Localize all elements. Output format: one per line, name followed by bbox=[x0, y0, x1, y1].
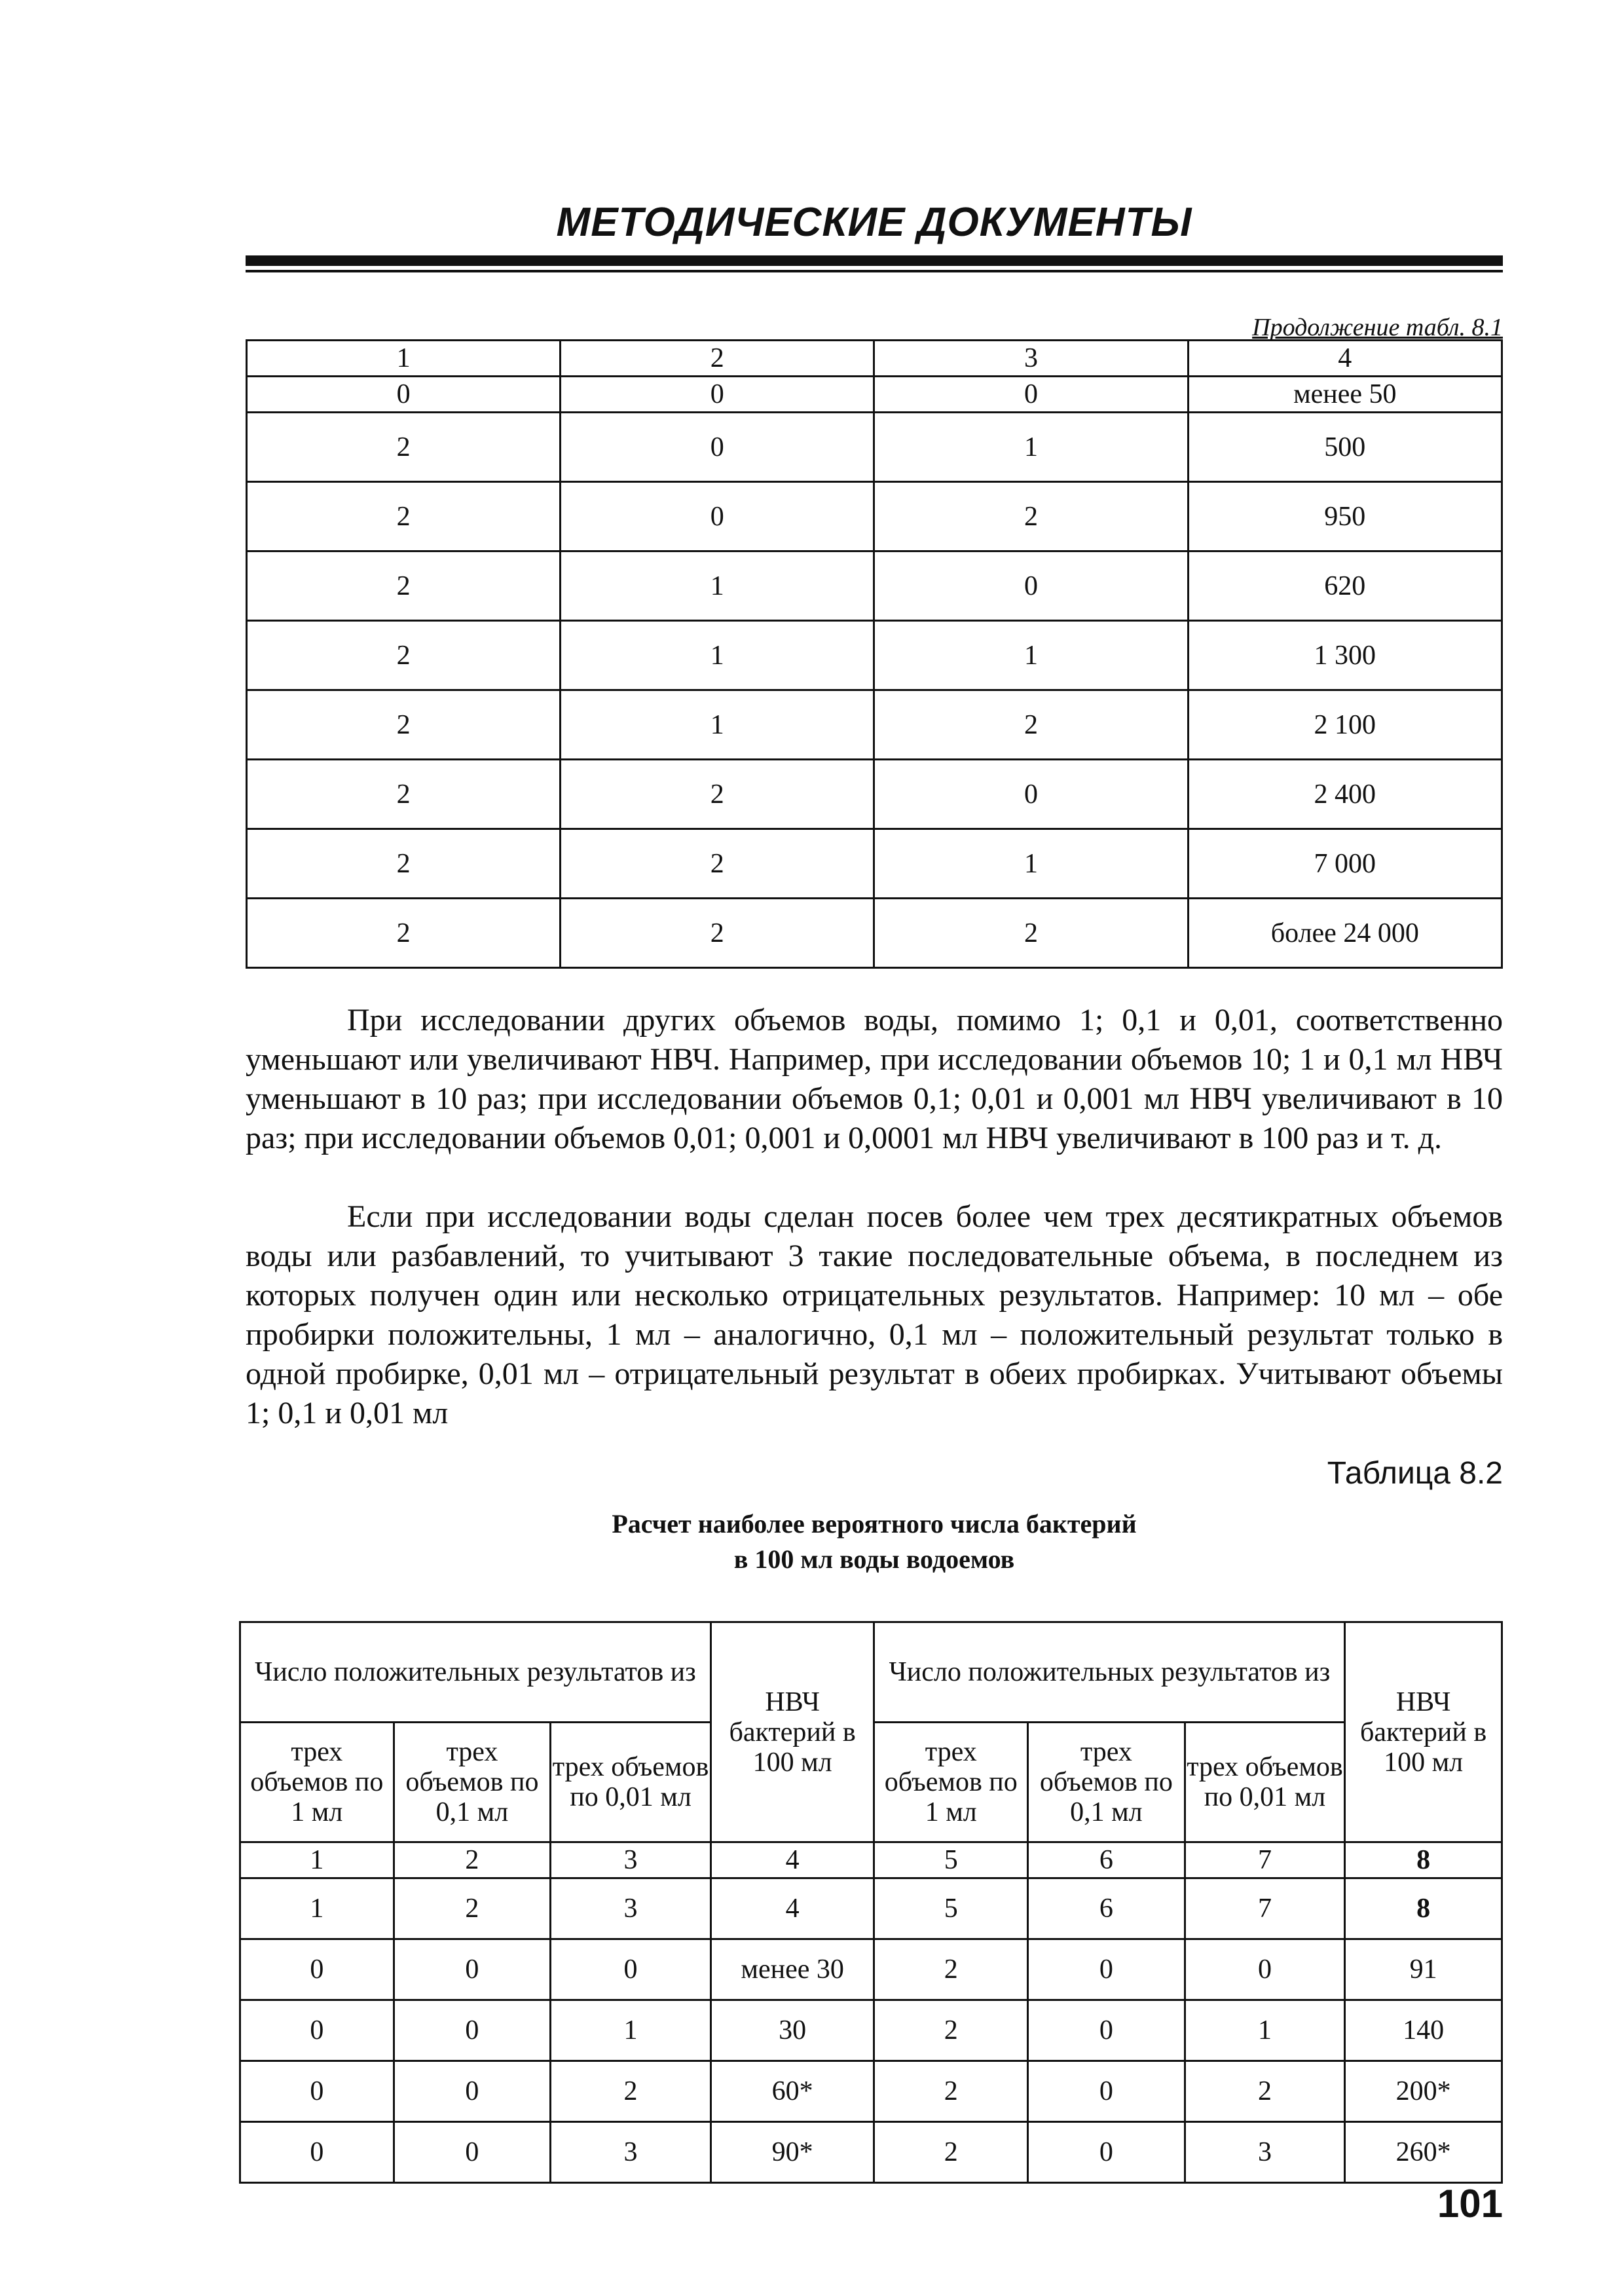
table-cell: 4 bbox=[710, 1878, 874, 1939]
group-header: Число положительных результатов из bbox=[240, 1622, 711, 1723]
table-cell: 3 bbox=[551, 1842, 711, 1878]
table-cell: 2 bbox=[874, 2122, 1028, 2183]
table-cell: 2 bbox=[394, 1878, 551, 1939]
table-cell: 0 bbox=[1028, 1939, 1185, 2000]
table-cell: 140 bbox=[1345, 2000, 1502, 2061]
table-cell: 1 bbox=[561, 551, 874, 621]
table-row bbox=[247, 377, 1502, 413]
table-cell: 8 bbox=[1345, 1842, 1502, 1878]
table-8-2 bbox=[239, 1621, 1503, 2184]
table-cell: 0 bbox=[1185, 1939, 1345, 2000]
sub-header: трех объемов по 0,1 мл bbox=[1028, 1723, 1185, 1842]
nvch-header bbox=[1345, 1622, 1502, 1842]
table-cell: 1 bbox=[1185, 2000, 1345, 2061]
table-cell: 90* bbox=[710, 2122, 874, 2183]
table-cell: 2 100 bbox=[1188, 690, 1502, 760]
nvch-header-sub: бактерий в 100 мл bbox=[729, 1717, 856, 1778]
table-row bbox=[247, 760, 1502, 829]
page-number: 101 bbox=[1437, 2182, 1503, 2226]
table-cell: 2 bbox=[551, 2061, 711, 2122]
table-cell: 5 bbox=[874, 1842, 1028, 1878]
table-cell: менее 30 bbox=[710, 1939, 874, 2000]
table-cell: 1 bbox=[874, 621, 1188, 690]
nvch-header-title: НВЧ bbox=[765, 1687, 820, 1717]
table-cell: 1 300 bbox=[1188, 621, 1502, 690]
table-cell: 2 bbox=[874, 690, 1188, 760]
nvch-header-sub: бактерий в 100 мл bbox=[1360, 1717, 1487, 1778]
table-cell: 0 bbox=[561, 413, 874, 482]
table-cell: 2 bbox=[247, 621, 561, 690]
header-rule-thin bbox=[246, 270, 1503, 272]
nvch-header bbox=[710, 1622, 874, 1842]
table-cell: 3 bbox=[551, 1878, 711, 1939]
table-cell: 7 000 bbox=[1188, 829, 1502, 899]
table-title-line: в 100 мл воды водоемов bbox=[733, 1544, 1015, 1574]
table-cell: 2 bbox=[561, 829, 874, 899]
table-cell: 620 bbox=[1188, 551, 1502, 621]
table-row bbox=[247, 690, 1502, 760]
table-cell: 1 bbox=[551, 2000, 711, 2061]
table-cell: 2 bbox=[561, 760, 874, 829]
table-cell: 0 bbox=[240, 2000, 394, 2061]
table-cell: 2 bbox=[247, 829, 561, 899]
sub-header: трех объемов по 1 мл bbox=[874, 1723, 1028, 1842]
header-rule-thick bbox=[246, 255, 1503, 266]
table-cell: 1 bbox=[874, 829, 1188, 899]
table-cell: 1 bbox=[874, 413, 1188, 482]
table-cell: 4 bbox=[710, 1842, 874, 1878]
table-cell: 2 bbox=[1185, 2061, 1345, 2122]
table-label: Таблица 8.2 bbox=[1327, 1456, 1503, 1491]
table-cell: 7 bbox=[1185, 1842, 1345, 1878]
table-row bbox=[240, 2000, 1502, 2061]
table-cell: 1 bbox=[561, 621, 874, 690]
table-cell: 0 bbox=[394, 1939, 551, 2000]
table-cell: 6 bbox=[1028, 1878, 1185, 1939]
section-title: МЕТОДИЧЕСКИЕ ДОКУМЕНТЫ bbox=[556, 200, 1192, 245]
table-cell: 0 bbox=[240, 1939, 394, 2000]
table-cell: 0 bbox=[551, 1939, 711, 2000]
table-row bbox=[247, 621, 1502, 690]
table-title-line: Расчет наиболее вероятного числа бактерий bbox=[612, 1509, 1137, 1539]
table-cell: 0 bbox=[247, 377, 561, 413]
table-row bbox=[247, 551, 1502, 621]
table-row bbox=[240, 1878, 1502, 1939]
table-cell: менее 50 bbox=[1188, 377, 1502, 413]
table-cell: 2 bbox=[561, 341, 874, 377]
body-paragraph: При исследовании других объемов воды, помимо 1; 0,1 и 0,01, соответственно уменьшают или увеличивают НВЧ. Например, при исследовании объемов 10; 1 и 0,1 мл НВЧ уменьшают в 10 раз; при исследовании объемов 0,1; 0,01 и 0,001 мл НВЧ увеличивают в 10 раз; при исследовании объемов 0,01; 0,001 и 0,0001 мл НВЧ увеличивают в 100 раз и т. д. bbox=[246, 1003, 1503, 1155]
table-cell: 1 bbox=[240, 1878, 394, 1939]
table-cell: 0 bbox=[1028, 2061, 1185, 2122]
table-cell: 0 bbox=[1028, 2000, 1185, 2061]
table-row bbox=[247, 482, 1502, 551]
table-cell: 3 bbox=[874, 341, 1188, 377]
table-cell: 2 bbox=[874, 1939, 1028, 2000]
table-cell: 2 bbox=[247, 551, 561, 621]
table-cell: 60* bbox=[710, 2061, 874, 2122]
table-cell: 2 bbox=[874, 2061, 1028, 2122]
table-cell: 2 bbox=[247, 899, 561, 968]
table-cell: 200* bbox=[1345, 2061, 1502, 2122]
table-cell: 1 bbox=[561, 690, 874, 760]
table-row bbox=[240, 2061, 1502, 2122]
sub-header: трех объемов по 0,01 мл bbox=[551, 1723, 711, 1842]
table-row bbox=[240, 1939, 1502, 2000]
table-cell: 1 bbox=[240, 1842, 394, 1878]
table-cell: 2 bbox=[247, 482, 561, 551]
sub-header: трех объемов по 1 мл bbox=[240, 1723, 394, 1842]
table-cell: 0 bbox=[240, 2122, 394, 2183]
table-cell: 3 bbox=[551, 2122, 711, 2183]
table-cell: 260* bbox=[1345, 2122, 1502, 2183]
table-cell: 0 bbox=[394, 2122, 551, 2183]
sub-header: трех объемов по 0,1 мл bbox=[394, 1723, 551, 1842]
table-cell: 2 bbox=[394, 1842, 551, 1878]
table-title bbox=[246, 1506, 1503, 1577]
table-cell: более 24 000 bbox=[1188, 899, 1502, 968]
table-row bbox=[240, 2122, 1502, 2183]
table-cell: 0 bbox=[394, 2000, 551, 2061]
table-cell: 2 bbox=[561, 899, 874, 968]
table-cell: 2 bbox=[247, 413, 561, 482]
nvch-header-title: НВЧ bbox=[1395, 1687, 1451, 1717]
table-row bbox=[247, 829, 1502, 899]
table-cell: 0 bbox=[874, 377, 1188, 413]
table-cell: 1 bbox=[247, 341, 561, 377]
column-number-row bbox=[240, 1842, 1502, 1878]
group-header: Число положительных результатов из bbox=[874, 1622, 1345, 1723]
table-cell: 500 bbox=[1188, 413, 1502, 482]
table-cell: 30 bbox=[710, 2000, 874, 2061]
table-cell: 0 bbox=[874, 551, 1188, 621]
table-cell: 7 bbox=[1185, 1878, 1345, 1939]
table-cell: 2 bbox=[874, 2000, 1028, 2061]
table-cell: 4 bbox=[1188, 341, 1502, 377]
table-cell: 0 bbox=[874, 760, 1188, 829]
table-cell: 2 bbox=[874, 899, 1188, 968]
table-cell: 5 bbox=[874, 1878, 1028, 1939]
table-cell: 3 bbox=[1185, 2122, 1345, 2183]
table-cell: 2 bbox=[874, 482, 1188, 551]
table-cell: 0 bbox=[561, 377, 874, 413]
table-cell: 8 bbox=[1345, 1878, 1502, 1939]
column-number-row bbox=[247, 341, 1502, 377]
table-row bbox=[247, 899, 1502, 968]
table-8-1-continuation bbox=[246, 339, 1503, 969]
table-cell: 950 bbox=[1188, 482, 1502, 551]
running-header bbox=[246, 196, 1503, 249]
table-row bbox=[247, 413, 1502, 482]
table-cell: 91 bbox=[1345, 1939, 1502, 2000]
sub-header: трех объемов по 0,01 мл bbox=[1185, 1723, 1345, 1842]
body-paragraph: Если при исследовании воды сделан посев более чем трех десятикратных объемов воды или разбавлений, то учитывают 3 такие последовательные объема, в последнем из которых получен один или несколько отрицательных результатов. Например: 10 мл – обе пробирки положительны, 1 мл – аналогично, 0,1 мл – положительный результат только в одной пробирке, 0,01 мл – отрицательный результат в обеих пробирках. Учитывают объемы 1; 0,1 и 0,01 мл bbox=[246, 1199, 1503, 1430]
table-cell: 2 bbox=[247, 690, 561, 760]
table-cell: 0 bbox=[394, 2061, 551, 2122]
table-cell: 0 bbox=[561, 482, 874, 551]
table-cell: 2 400 bbox=[1188, 760, 1502, 829]
table-cell: 0 bbox=[1028, 2122, 1185, 2183]
table-cell: 0 bbox=[240, 2061, 394, 2122]
table-cell: 6 bbox=[1028, 1842, 1185, 1878]
table-continuation-caption: Продолжение табл. 8.1 bbox=[1252, 314, 1503, 341]
table-cell: 2 bbox=[247, 760, 561, 829]
